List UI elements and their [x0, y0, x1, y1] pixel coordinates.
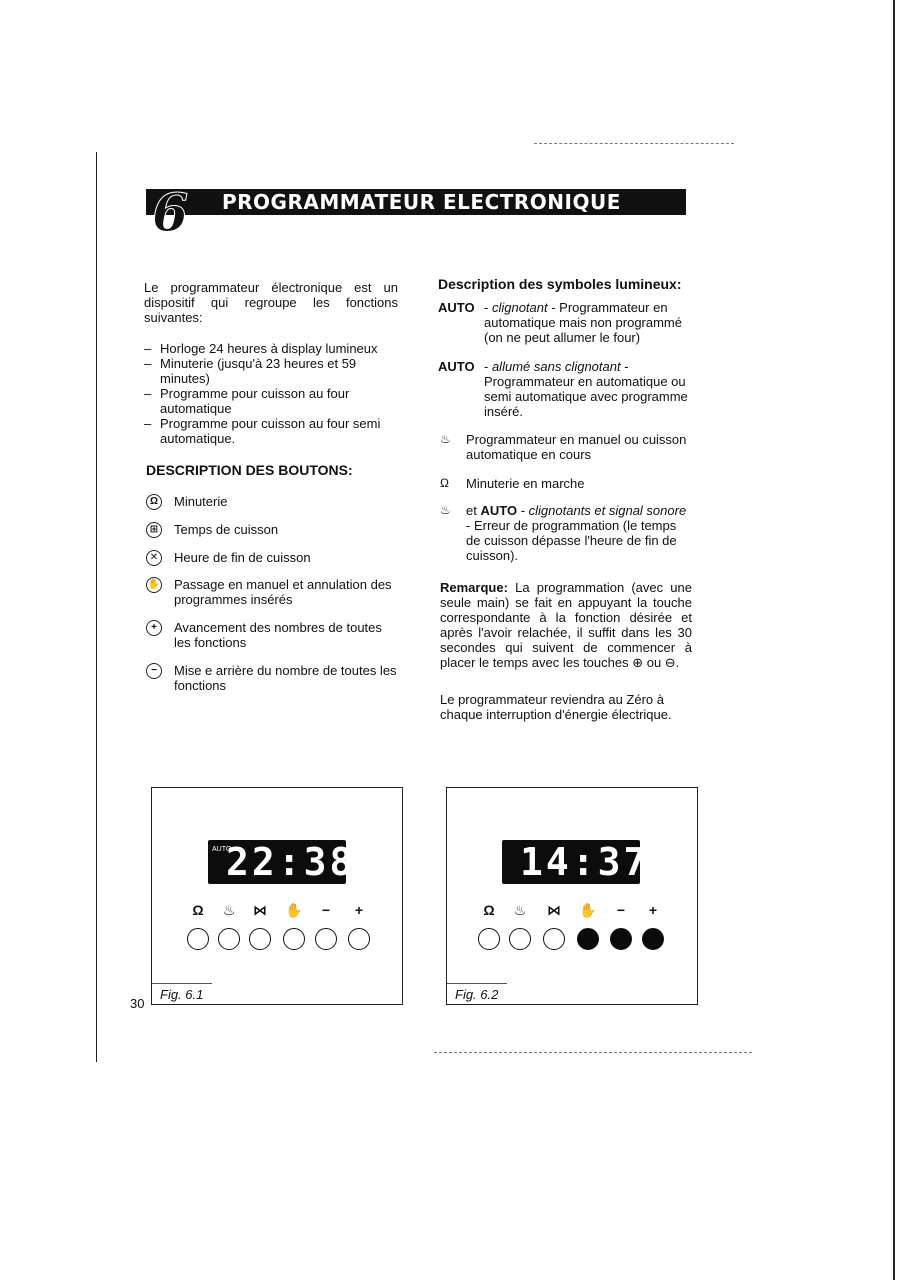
plus-icon: +	[354, 902, 364, 918]
figure-caption: Fig. 6.1	[160, 987, 204, 1002]
buttons-heading: DESCRIPTION DES BOUTONS:	[146, 462, 353, 478]
display-digits: 14:37	[520, 840, 650, 884]
manual-knob[interactable]	[577, 928, 599, 950]
symbol-row	[447, 902, 697, 918]
end-time-icon: ✕	[146, 550, 162, 566]
list-item: – Programme pour cuisson au four semi automatique.	[144, 416, 381, 446]
function-list	[144, 341, 398, 446]
figure-caption: Fig. 6.2	[455, 987, 499, 1002]
chapter-number: 6	[152, 183, 189, 244]
top-dashed-rule	[534, 143, 734, 145]
timer-knob[interactable]	[478, 928, 500, 950]
page-number: 30	[130, 996, 145, 1011]
left-margin-rule	[96, 152, 97, 1062]
figure-6-2	[446, 787, 698, 1005]
page-title: PROGRAMMATEUR ELECTRONIQUE	[222, 190, 621, 214]
bottom-dashed-rule	[434, 1052, 752, 1054]
manual-knob[interactable]	[283, 928, 305, 950]
intro-paragraph: Le programmateur électronique est un dispositif qui regroupe les fonctions suivantes:	[144, 280, 398, 325]
end-time-knob[interactable]	[543, 928, 565, 950]
minus-knob[interactable]	[315, 928, 337, 950]
plus-icon: +	[648, 902, 658, 918]
pot-icon: ♨	[440, 503, 451, 517]
plus-icon: +	[146, 620, 162, 636]
clock-display	[502, 840, 650, 884]
label-separator	[447, 983, 507, 984]
minus-icon: −	[146, 663, 162, 679]
pot-icon: ⊞	[146, 522, 162, 538]
pot-icon: ♨	[440, 432, 451, 446]
pot-icon: ♨	[513, 902, 527, 918]
hand-icon: ✋	[285, 902, 303, 918]
cook-time-knob[interactable]	[509, 928, 531, 950]
bell-icon: Ω	[440, 476, 449, 490]
minus-icon: −	[616, 902, 626, 918]
list-item: – Programme pour cuisson au four automatique	[144, 386, 350, 416]
hand-icon: ✋	[146, 577, 162, 593]
plus-knob[interactable]	[642, 928, 664, 950]
plus-knob[interactable]	[348, 928, 370, 950]
end-time-icon: ⋈	[547, 902, 561, 918]
timer-knob[interactable]	[187, 928, 209, 950]
label-separator	[152, 983, 212, 984]
bell-icon: Ω	[483, 902, 495, 918]
symbol-row	[152, 902, 402, 918]
pot-icon: ♨	[222, 902, 236, 918]
display-digits: 22:38	[226, 840, 356, 884]
zero-note: Le programmateur reviendra au Zéro à chaque interruption d'énergie électrique.	[440, 692, 672, 722]
minus-knob[interactable]	[610, 928, 632, 950]
right-edge-rule	[893, 0, 895, 1280]
clock-display	[208, 840, 356, 884]
bell-icon: Ω	[146, 494, 162, 510]
end-time-knob[interactable]	[249, 928, 271, 950]
hand-icon: ✋	[579, 902, 597, 918]
end-time-icon: ⋈	[253, 902, 267, 918]
symbols-heading: Description des symboles lumineux:	[438, 276, 682, 292]
minus-icon: −	[321, 902, 331, 918]
list-item: – Minuterie (jusqu'à 23 heures et 59 minutes)	[144, 356, 357, 386]
cook-time-knob[interactable]	[218, 928, 240, 950]
bell-icon: Ω	[192, 902, 204, 918]
auto-indicator: AUTO	[212, 846, 232, 853]
remark-paragraph: Remarque: La programmation (avec une seule main) se fait en appuyant la touche correspondante à la fonction désirée et après l'avoir relachée, il suffit dans les 30 secondes qui suivent de commencer à placer le temps avec les touches ⊕ ou ⊖.	[440, 580, 692, 670]
list-item: – Horloge 24 heures à display lumineux	[144, 341, 378, 356]
figure-6-1	[151, 787, 403, 1005]
